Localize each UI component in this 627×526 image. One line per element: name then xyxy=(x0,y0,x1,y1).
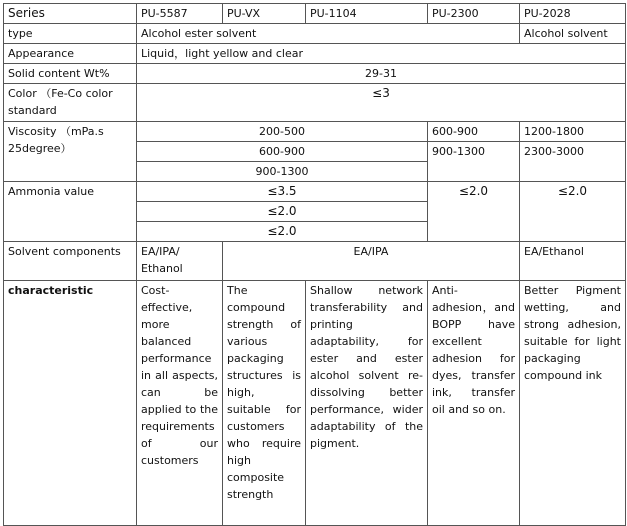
solvent-label: Solvent components xyxy=(4,242,137,281)
characteristic-pu2300: Anti-adhesion，and BOPP have excellent adhesion for dyes, transfer ink, transfer oil and so on. xyxy=(428,281,520,526)
header-row xyxy=(4,4,626,24)
viscosity-label: Viscosity （mPa.s 25degree） xyxy=(4,122,137,182)
appearance-label: Appearance xyxy=(4,44,137,64)
color-label: Color （Fe-Co color standard xyxy=(4,84,137,122)
characteristic-puvx: The compound strength of various packaging structures is high, suitable for customers who require high composite strength xyxy=(223,281,306,526)
product-pu2300: PU-2300 xyxy=(428,4,520,24)
viscosity-pu2300-2: 900-1300 xyxy=(428,142,520,182)
characteristic-pu2028: Better Pigment wetting, and strong adhesion, suitable for light packaging compound ink xyxy=(520,281,626,526)
type-value-group1: Alcohol ester solvent xyxy=(137,24,520,44)
type-value-group2: Alcohol solvent xyxy=(520,24,626,44)
ammonia-row-1 xyxy=(4,182,626,202)
characteristic-label: characteristic xyxy=(4,281,137,526)
solid-value: 29-31 xyxy=(137,64,626,84)
appearance-row xyxy=(4,44,626,64)
series-header: Series xyxy=(4,4,137,24)
solid-label: Solid content Wt% xyxy=(4,64,137,84)
viscosity-pu2028-2: 2300-3000 xyxy=(520,142,626,182)
ammonia-pu2300: ≤2.0 xyxy=(428,182,520,242)
product-pu1104: PU-1104 xyxy=(306,4,428,24)
ammonia-group1-3: ≤2.0 xyxy=(137,222,428,242)
solid-row xyxy=(4,64,626,84)
solvent-pu2028: EA/Ethanol xyxy=(520,242,626,281)
solvent-row xyxy=(4,242,626,281)
type-label: type xyxy=(4,24,137,44)
viscosity-pu2300-1: 600-900 xyxy=(428,122,520,142)
ammonia-label: Ammonia value xyxy=(4,182,137,242)
color-value: ≤3 xyxy=(137,84,626,122)
product-pu5587: PU-5587 xyxy=(137,4,223,24)
characteristic-pu1104: Shallow network transferability and printing adaptability, for ester and ester alcohol solvent re-dissolving better performance, wider adaptability of the pigment. xyxy=(306,281,428,526)
characteristic-row xyxy=(4,281,626,526)
ammonia-pu2028: ≤2.0 xyxy=(520,182,626,242)
characteristic-pu5587: Cost-effective, more balanced performance in all aspects, can be applied to the requirements of our customers xyxy=(137,281,223,526)
viscosity-group1-2: 600-900 xyxy=(137,142,428,162)
viscosity-group1-3: 900-1300 xyxy=(137,162,428,182)
viscosity-pu2028-1: 1200-1800 xyxy=(520,122,626,142)
viscosity-group1-1: 200-500 xyxy=(137,122,428,142)
solvent-pu5587: EA/IPA/ Ethanol xyxy=(137,242,223,281)
ammonia-group1-2: ≤2.0 xyxy=(137,202,428,222)
spec-table xyxy=(3,3,626,526)
solvent-middle: EA/IPA xyxy=(223,242,520,281)
viscosity-row-1 xyxy=(4,122,626,142)
product-pu2028: PU-2028 xyxy=(520,4,626,24)
appearance-value: Liquid，light yellow and clear xyxy=(137,44,626,64)
ammonia-group1-1: ≤3.5 xyxy=(137,182,428,202)
color-row xyxy=(4,84,626,122)
type-row xyxy=(4,24,626,44)
product-puvx: PU-VX xyxy=(223,4,306,24)
